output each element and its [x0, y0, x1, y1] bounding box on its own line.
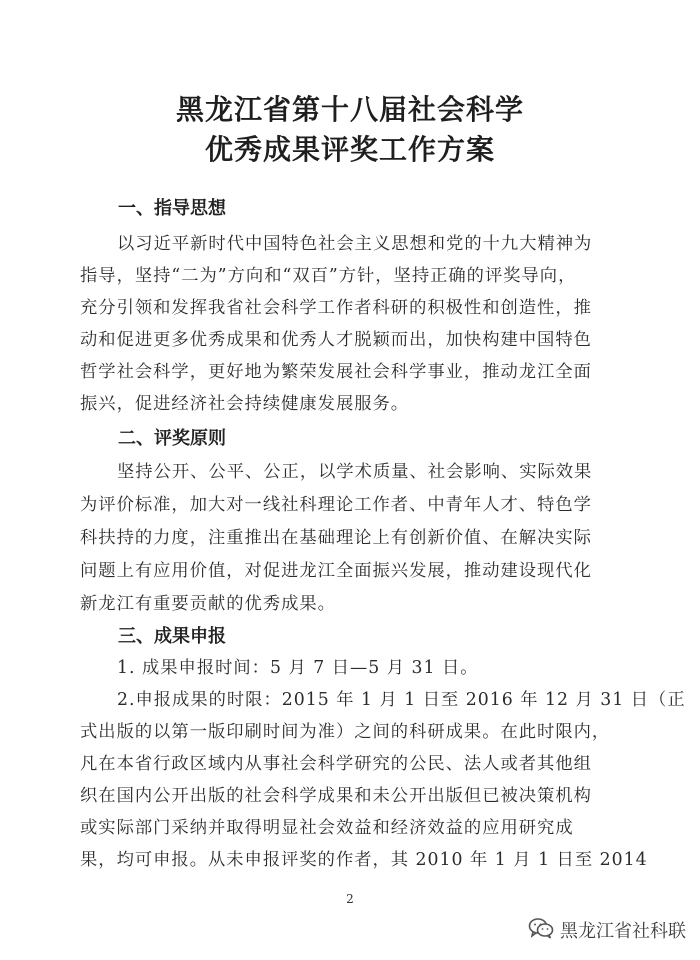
paragraph-line: 指导，坚持“二为”方向和“双百”方针，坚持正确的评奖导向，	[80, 266, 577, 286]
paragraph-line: 1. 成果申报时间：5 月 7 日—5 月 31 日。	[117, 658, 479, 678]
paragraph-line: 织在国内公开出版的社会科学成果和未公开出版但已被决策机构	[80, 786, 592, 806]
paragraph-line: 问题上有应用价值，对促进龙江全面振兴发展，推动建设现代化	[80, 561, 592, 581]
paragraph-line: 2.申报成果的时限：2015 年 1 月 1 日至 2016 年 12 月 31 日（正	[117, 690, 686, 710]
paragraph-line: 凡在本省行政区域内从事社会科学研究的公民、法人或者其他组	[80, 754, 592, 774]
paragraph-line: 坚持公开、公平、公正，以学术质量、社会影响、实际效果	[117, 462, 593, 482]
paragraph-line: 果，均可申报。从未申报评奖的作者，其 2010 年 1 月 1 日至 2014	[80, 850, 648, 870]
section-heading-guiding-thought: 一、指导思想	[118, 198, 226, 219]
document-title-line-1: 黑龙江省第十八届社会科学	[175, 93, 524, 126]
paragraph-line: 动和促进更多优秀成果和优秀人才脱颖而出，加快构建中国特色	[80, 330, 592, 350]
paragraph-line: 或实际部门采纳并取得明显社会效益和经济效益的应用研究成	[80, 818, 574, 838]
paragraph-line: 以习近平新时代中国特色社会主义思想和党的十九大精神为	[117, 234, 593, 254]
paragraph-line: 哲学社会科学，更好地为繁荣发展社会科学事业，推动龙江全面	[80, 362, 592, 382]
document-title-line-2: 优秀成果评奖工作方案	[204, 133, 495, 166]
paragraph-line: 充分引领和发挥我省社会科学工作者科研的积极性和创造性，推	[80, 298, 592, 318]
paragraph-line: 振兴，促进经济社会持续健康发展服务。	[80, 394, 410, 414]
watermark	[528, 915, 686, 945]
paragraph-line: 式出版的以第一版印刷时间为准）之间的科研成果。在此时限内，	[80, 722, 611, 742]
section-heading-submission: 三、成果申报	[118, 626, 226, 647]
watermark-text: 黑龙江省社科联	[560, 921, 686, 942]
wechat-icon	[528, 917, 554, 943]
paragraph-line: 为评价标准，加大对一线社科理论工作者、中青年人才、特色学	[80, 495, 592, 515]
paragraph-line: 科扶持的力度，注重推出在基础理论上有创新价值、在解决实际	[80, 528, 592, 548]
page-number: 2	[346, 892, 354, 906]
section-heading-award-principles: 二、评奖原则	[118, 428, 226, 449]
paragraph-line: 新龙江有重要贡献的优秀成果。	[80, 594, 336, 614]
